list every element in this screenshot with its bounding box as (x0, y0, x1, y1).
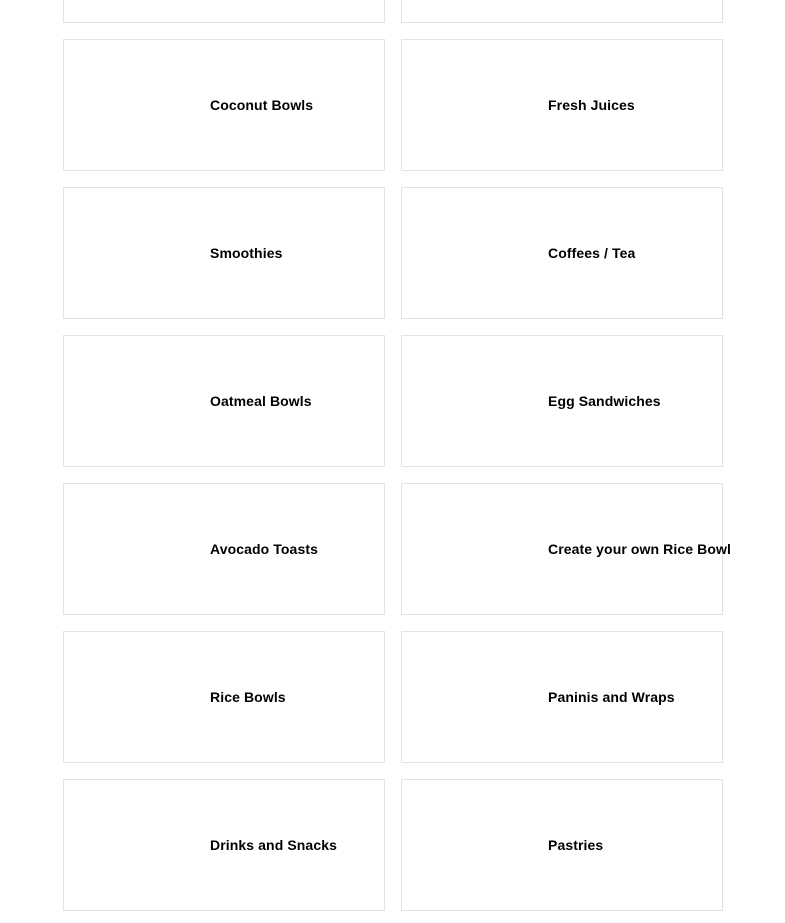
category-label: Fresh Juices (548, 97, 635, 113)
category-label: Create your own Rice Bowl (548, 541, 731, 557)
category-image (402, 188, 533, 318)
category-image (64, 336, 195, 466)
category-card-pastries[interactable] (401, 779, 723, 911)
category-image (402, 780, 533, 910)
category-label: Pastries (548, 837, 604, 853)
category-card-coffees-tea[interactable] (401, 187, 723, 319)
category-image (64, 632, 195, 762)
category-label: Egg Sandwiches (548, 393, 661, 409)
category-card-avocado-toasts[interactable] (63, 483, 385, 615)
category-image (64, 40, 195, 170)
category-label: Drinks and Snacks (210, 837, 337, 853)
category-card-fresh-juices[interactable] (401, 39, 723, 171)
category-card-coconut-bowls[interactable] (63, 39, 385, 171)
category-image (402, 40, 533, 170)
category-label: Rice Bowls (210, 689, 286, 705)
category-card-smoothies[interactable] (63, 187, 385, 319)
category-image (402, 484, 533, 614)
category-label: Paninis and Wraps (548, 689, 675, 705)
category-image (402, 632, 533, 762)
category-image (64, 484, 195, 614)
category-image (64, 188, 195, 318)
category-card-partial-right[interactable] (401, 0, 723, 23)
category-label: Oatmeal Bowls (210, 393, 312, 409)
category-card-create-your-own-rice-bowl[interactable] (401, 483, 731, 615)
category-card-drinks-and-snacks[interactable] (63, 779, 385, 911)
category-image (64, 780, 195, 910)
category-label: Avocado Toasts (210, 541, 318, 557)
category-card-egg-sandwiches[interactable] (401, 335, 723, 467)
category-card-oatmeal-bowls[interactable] (63, 335, 385, 467)
category-grid (63, 0, 731, 911)
category-label: Coffees / Tea (548, 245, 636, 261)
category-label: Coconut Bowls (210, 97, 314, 113)
category-card-paninis-and-wraps[interactable] (401, 631, 723, 763)
category-card-rice-bowls[interactable] (63, 631, 385, 763)
category-card-partial-left[interactable] (63, 0, 385, 23)
category-image (402, 336, 533, 466)
category-label: Smoothies (210, 245, 283, 261)
